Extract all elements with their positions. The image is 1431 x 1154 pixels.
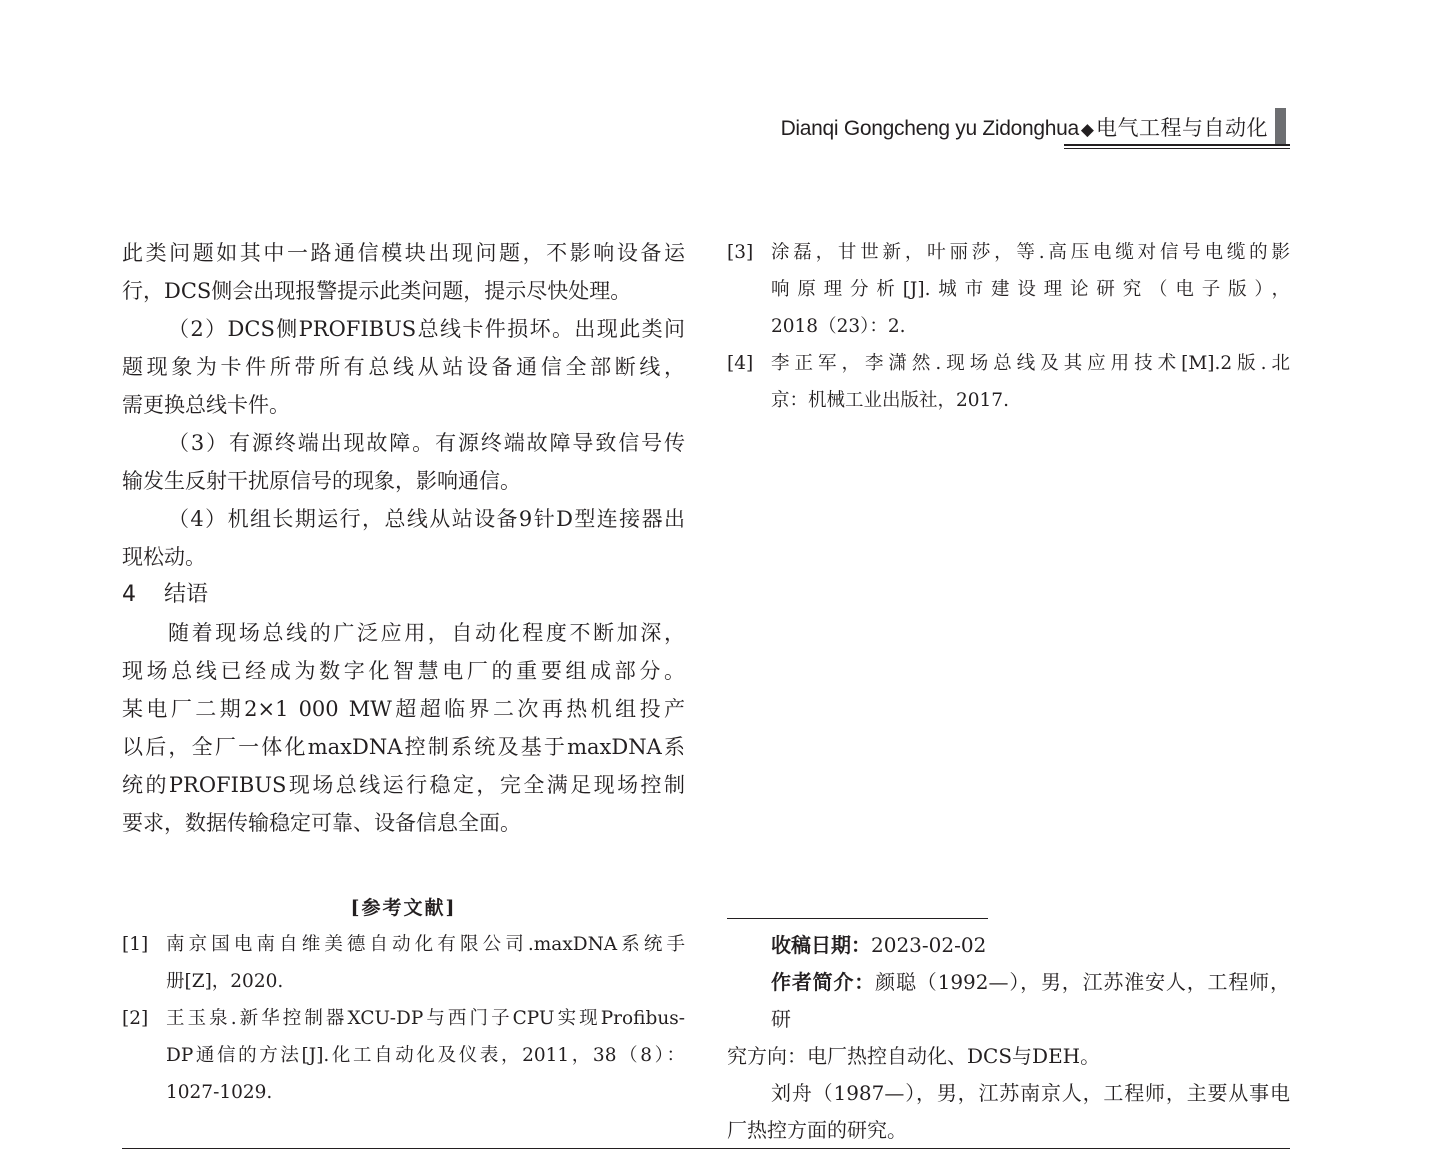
author-line [727, 964, 1290, 1038]
reference-item [122, 1000, 685, 1111]
diamond-separator-icon: ◆ [1080, 120, 1094, 140]
reference-line: DP通信的方法[J].化工自动化及仪表，2011，38（8）： [166, 1045, 685, 1066]
paragraph [122, 310, 685, 424]
reference-item [727, 234, 1290, 345]
references-list-left [122, 926, 685, 1111]
text-line: 统的PROFIBUS现场总线运行稳定，完全满足现场控制 [122, 773, 685, 797]
reference-line: 2018（23）：2. [771, 316, 906, 337]
header-bar-mark [1275, 108, 1286, 144]
reference-line: 王玉泉.新华控制器XCU-DP与西门子CPU实现Profibus- [166, 1008, 685, 1029]
text-line: （2）DCS侧PROFIBUS总线卡件损坏。出现此类问 [168, 317, 685, 341]
text-line: （4）机组长期运行，总线从站设备9针D型连接器出 [168, 507, 685, 531]
reference-line: 李正军，李潇然.现场总线及其应用技术[M].2版.北 [771, 353, 1290, 374]
header-rule-thin [1064, 148, 1290, 149]
reference-number: [2] [122, 1008, 149, 1029]
reference-number: [1] [122, 934, 149, 955]
text-line: 现场总线已经成为数字化智慧电厂的重要组成部分。 [122, 659, 685, 683]
text-line: 输发生反射干扰原信号的现象，影响通信。 [122, 469, 521, 493]
text-line: （3）有源终端出现故障。有源终端故障导致信号传 [168, 431, 685, 455]
author1-line: 颜聪（1992—），男，江苏淮安人，工程师，研 [771, 970, 1291, 1031]
paragraph [122, 424, 685, 500]
left-column [122, 234, 685, 842]
running-title-cn: 电气工程与自动化 [1096, 116, 1268, 140]
footnote-rule [727, 918, 988, 919]
reference-line: 1027-1029. [166, 1082, 273, 1103]
text-line: 题现象为卡件所带所有总线从站设备通信全部断线， [122, 355, 685, 379]
header-rule [1064, 144, 1290, 146]
author2-line: 刘舟（1987—），男，江苏南京人，工程师，主要从事电 [771, 1081, 1290, 1105]
running-title [781, 114, 1268, 144]
reference-item [727, 345, 1290, 419]
reference-line: 册[Z]，2020. [166, 971, 284, 992]
running-header [720, 108, 1290, 148]
references-list-right [727, 234, 1290, 419]
text-line: 随着现场总线的广泛应用，自动化程度不断加深， [168, 621, 685, 645]
bottom-rule [122, 1148, 1290, 1149]
received-date [727, 927, 1290, 964]
author-label: 作者简介： [771, 970, 876, 994]
reference-item [122, 926, 685, 1000]
references-heading: [参考文献] [350, 897, 457, 919]
section-heading [122, 576, 685, 614]
reference-line: 京：机械工业出版社，2017. [771, 390, 1009, 411]
author2-line: 厂热控方面的研究。 [727, 1118, 907, 1142]
received-label: 收稿日期： [771, 933, 871, 957]
paragraph [122, 234, 685, 310]
running-title-en: Dianqi Gongcheng yu Zidonghua [780, 117, 1079, 140]
author1-line: 究方向：电厂热控自动化、DCS与DEH。 [727, 1044, 1101, 1068]
text-line: 现松动。 [122, 545, 206, 569]
reference-line: 涂磊，甘世新，叶丽莎，等.高压电缆对信号电缆的影 [771, 242, 1290, 263]
section-number: 4 [122, 582, 136, 607]
text-line: 需更换总线卡件。 [122, 393, 290, 417]
text-line: 此类问题如其中一路通信模块出现问题，不影响设备运 [122, 241, 685, 265]
reference-line: 南京国电南自维美德自动化有限公司.maxDNA系统手 [166, 934, 685, 955]
text-line: 行，DCS侧会出现报警提示此类问题，提示尽快处理。 [122, 279, 632, 303]
section-title: 结语 [164, 582, 209, 607]
text-line: 某电厂二期2×1 000 MW超超临界二次再热机组投产 [122, 697, 685, 721]
author-bio [727, 964, 1290, 1075]
footnote [727, 927, 1290, 1149]
reference-number: [4] [727, 353, 754, 374]
reference-number: [3] [727, 242, 754, 263]
received-value: 2023-02-02 [871, 933, 987, 957]
reference-line: 响原理分析[J].城市建设理论研究（电子版）， [771, 279, 1290, 300]
text-line: 以后，全厂一体化maxDNA控制系统及基于maxDNA系 [122, 735, 685, 759]
author-bio-2 [727, 1075, 1290, 1149]
paragraph [122, 500, 685, 576]
conclusion-paragraph [122, 614, 685, 842]
text-line: 要求，数据传输稳定可靠、设备信息全面。 [122, 811, 521, 835]
